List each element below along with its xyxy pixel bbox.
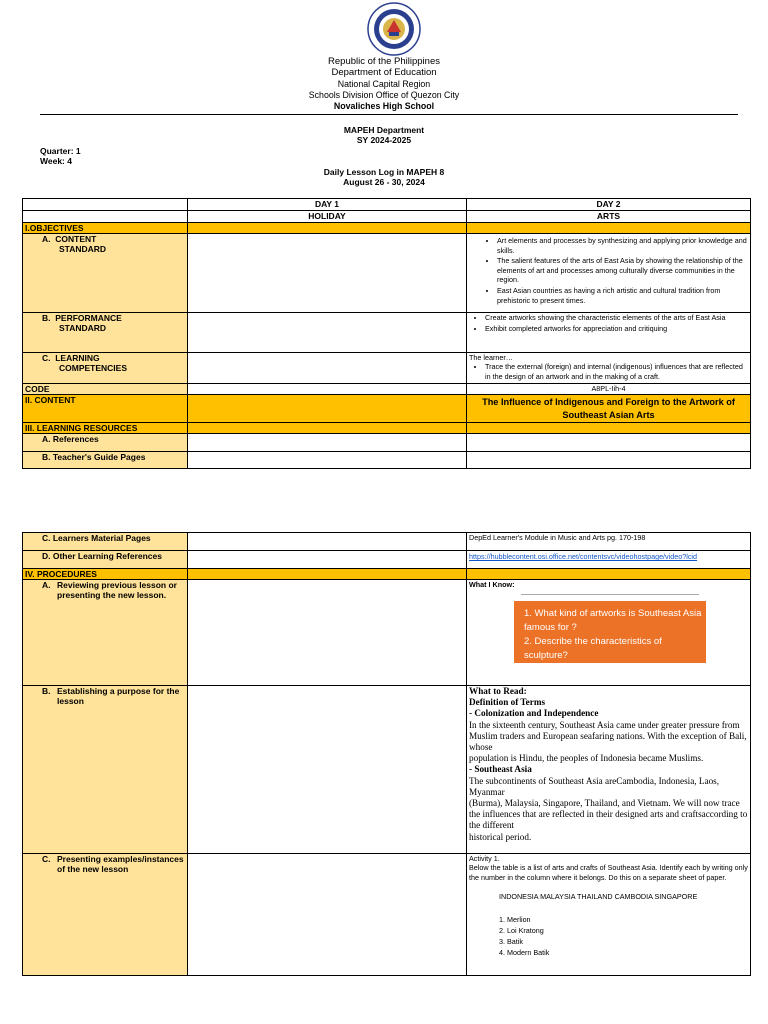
day1-cell xyxy=(188,854,467,976)
question-2: 2. Describe the characteristics of sculpture? xyxy=(524,636,662,662)
other-references-label xyxy=(23,551,188,569)
table-row xyxy=(23,423,751,434)
label-text: Reviewing previous lesson or presenting the new lesson. xyxy=(57,580,177,600)
learners-material-value: DepEd Learner's Module in Music and Arts pg. 170-198 xyxy=(467,533,751,551)
header-region: National Capital Region xyxy=(337,79,431,89)
definition-heading: Definition of Terms xyxy=(469,697,546,708)
day1-cell xyxy=(188,234,467,313)
list-item: 4. Modern Batik xyxy=(499,947,550,957)
colonization-heading: - Colonization and Independence xyxy=(469,708,599,719)
label-line: B. Teacher's Guide Pages xyxy=(42,452,146,462)
day1-cell xyxy=(188,384,467,395)
paragraph-line: (Burma), Malaysia, Singapore, Thailand, and Vietnam. We will now trace the influences that are reflected in their designed arts and craftsaccording to the different xyxy=(469,798,748,831)
learning-competencies-label xyxy=(23,353,188,384)
lesson-log-table-2 xyxy=(22,532,751,976)
what-i-know-heading: What I Know: xyxy=(469,580,515,589)
table-row xyxy=(23,353,751,384)
table-row xyxy=(23,434,751,452)
list-item: • Exhibit completed artworks for appreciation and critiquing xyxy=(485,324,748,334)
table-row xyxy=(23,211,751,223)
list-item: • East Asian countries as having a rich artistic and cultural tradition from prehistoric to present times. xyxy=(497,286,748,305)
label-line: A. References xyxy=(42,434,99,444)
list-item: • Art elements and processes by synthesizing and applying prior knowledge and skills. xyxy=(497,236,748,255)
question-1: 1. What kind of artworks is Southeast Asia famous for ? xyxy=(524,608,702,634)
learners-material-label xyxy=(23,533,188,551)
country-columns: INDONESIA MALAYSIA THAILAND CAMBODIA SINGAPORE xyxy=(499,892,698,902)
item-letter: C. xyxy=(42,353,51,363)
day2-cell xyxy=(467,434,751,452)
table-row xyxy=(23,686,751,854)
deped-seal xyxy=(367,2,421,56)
table-row xyxy=(23,854,751,976)
activity-label: Activity 1. xyxy=(469,854,500,863)
procedures-label: IV. PROCEDURES xyxy=(23,569,188,580)
code-value: A8PL-Iih-4 xyxy=(467,384,751,395)
day1-cell xyxy=(188,686,467,854)
table-row xyxy=(23,569,751,580)
list-item: 3. Batik xyxy=(499,936,523,946)
day1-cell xyxy=(188,533,467,551)
paragraph-line: historical period. xyxy=(469,831,532,842)
presenting-cell xyxy=(467,854,751,976)
day1-cell xyxy=(188,353,467,384)
content-label: II. CONTENT xyxy=(23,395,188,423)
item-letter: A. xyxy=(42,234,51,244)
label-line: STANDARD xyxy=(59,244,107,254)
list-item: • The salient features of the arts of East Asia by showing the relationship of the elements of art and processes among culturally diverse communities in the region. xyxy=(497,256,748,285)
section-band xyxy=(467,223,751,234)
table-row xyxy=(23,533,751,551)
label-line: STANDARD xyxy=(59,323,107,333)
code-label: CODE xyxy=(23,384,188,395)
southeast-asia-heading: - Southeast Asia xyxy=(469,764,532,775)
reviewing-label xyxy=(23,580,188,686)
section-band xyxy=(188,423,467,434)
item-letter: B. xyxy=(42,686,51,696)
list-item: • Create artworks showing the characteristic elements of the arts of East Asia xyxy=(485,313,748,323)
label-text: Establishing a purpose for the lesson xyxy=(57,686,180,706)
section-band xyxy=(188,569,467,580)
section-band xyxy=(467,423,751,434)
question-box xyxy=(514,601,706,663)
purpose-cell xyxy=(467,686,751,854)
day1-cell xyxy=(188,313,467,353)
item-letter: B. xyxy=(42,313,51,323)
label-line: CONTENT xyxy=(55,234,97,244)
lesson-log-table-1 xyxy=(22,198,751,469)
content-topic: The Influence of Indigenous and Foreign to the Artwork of Southeast Asian Arts xyxy=(467,395,751,423)
table-row xyxy=(23,384,751,395)
day1-header: DAY 1 xyxy=(188,199,467,211)
divider xyxy=(521,594,699,595)
paragraph-line: In the sixteenth century, Southeast Asia came under greater pressure from xyxy=(469,719,740,730)
log-title: Daily Lesson Log in MAPEH 8 xyxy=(323,167,445,177)
section-band xyxy=(188,395,467,423)
presenting-label xyxy=(23,854,188,976)
list-item: • Trace the external (foreign) and internal (indigenous) influences that are reflected in the design of an artwork and in the making of a craft. xyxy=(485,362,748,381)
list-item: 1. Merlion xyxy=(499,914,531,924)
teachers-guide-label xyxy=(23,452,188,469)
purpose-label xyxy=(23,686,188,854)
other-references-cell xyxy=(467,551,751,569)
paragraph-line: Muslim traders and European seafaring nations. With the exception of Bali, whose xyxy=(469,730,747,753)
table-row xyxy=(23,234,751,313)
paragraph-line: population is Hindu, the peoples of Indonesia became Muslims. xyxy=(469,753,704,764)
label-line: D. Other Learning References xyxy=(42,551,162,561)
empty-cell xyxy=(23,199,188,211)
label-text: Presenting examples/instances of the new lesson xyxy=(57,854,184,874)
label-line: PERFORMANCE xyxy=(55,313,122,323)
paragraph-line: The subcontinents of Southeast Asia areCambodia, Indonesia, Laos, Myanmar xyxy=(469,775,720,797)
table-row xyxy=(23,551,751,569)
section-band xyxy=(467,569,751,580)
list-item: 2. Loi Kratong xyxy=(499,925,544,935)
table-row xyxy=(23,199,751,211)
empty-cell xyxy=(23,211,188,223)
references-label xyxy=(23,434,188,452)
learning-competencies-cell xyxy=(467,353,751,384)
competencies-intro: The learner… xyxy=(469,353,513,362)
table-row xyxy=(23,395,751,423)
week-label: Week: 4 xyxy=(40,156,72,166)
table-row xyxy=(23,452,751,469)
header-school: Novaliches High School xyxy=(333,101,435,111)
quarter-label: Quarter: 1 xyxy=(40,146,81,156)
day2-subject: ARTS xyxy=(467,211,751,223)
school-year: SY 2024-2025 xyxy=(356,135,412,145)
performance-standard-label xyxy=(23,313,188,353)
label-line: LEARNING xyxy=(55,353,100,363)
day2-cell xyxy=(467,452,751,469)
activity-instructions: Below the table is a list of arts and crafts of Southeast Asia. Identify each by writing only the number in the column where it belongs. Do this on a separate sheet of paper. xyxy=(469,863,748,882)
table-row xyxy=(23,223,751,234)
day1-subject: HOLIDAY xyxy=(188,211,467,223)
header-division: Schools Division Office of Quezon City xyxy=(308,90,460,100)
day1-cell xyxy=(188,580,467,686)
log-dates: August 26 - 30, 2024 xyxy=(343,177,425,187)
performance-standard-cell xyxy=(467,313,751,353)
content-standard-cell xyxy=(467,234,751,313)
what-to-read-heading: What to Read: xyxy=(469,686,527,696)
day1-cell xyxy=(188,452,467,469)
objectives-label: I.OBJECTIVES xyxy=(23,223,188,234)
header-republic: Republic of the Philippines xyxy=(328,56,440,67)
reviewing-cell xyxy=(467,580,751,686)
item-letter: A. xyxy=(42,580,51,590)
header-divider xyxy=(40,114,738,115)
item-letter: C. xyxy=(42,854,51,864)
department-name: MAPEH Department xyxy=(343,125,425,135)
table-row xyxy=(23,580,751,686)
section-band xyxy=(188,223,467,234)
content-standard-label xyxy=(23,234,188,313)
reference-link[interactable]: https://hubblecontent.osi.office.net/contentsvc/videohostpage/video?lcid xyxy=(469,552,698,561)
header-department: Department of Education xyxy=(331,67,437,78)
day2-header: DAY 2 xyxy=(467,199,751,211)
label-line: COMPETENCIES xyxy=(59,363,128,373)
resources-label: III. LEARNING RESOURCES xyxy=(23,423,188,434)
day1-cell xyxy=(188,551,467,569)
label-line: C. Learners Material Pages xyxy=(42,533,151,543)
day1-cell xyxy=(188,434,467,452)
table-row xyxy=(23,313,751,353)
